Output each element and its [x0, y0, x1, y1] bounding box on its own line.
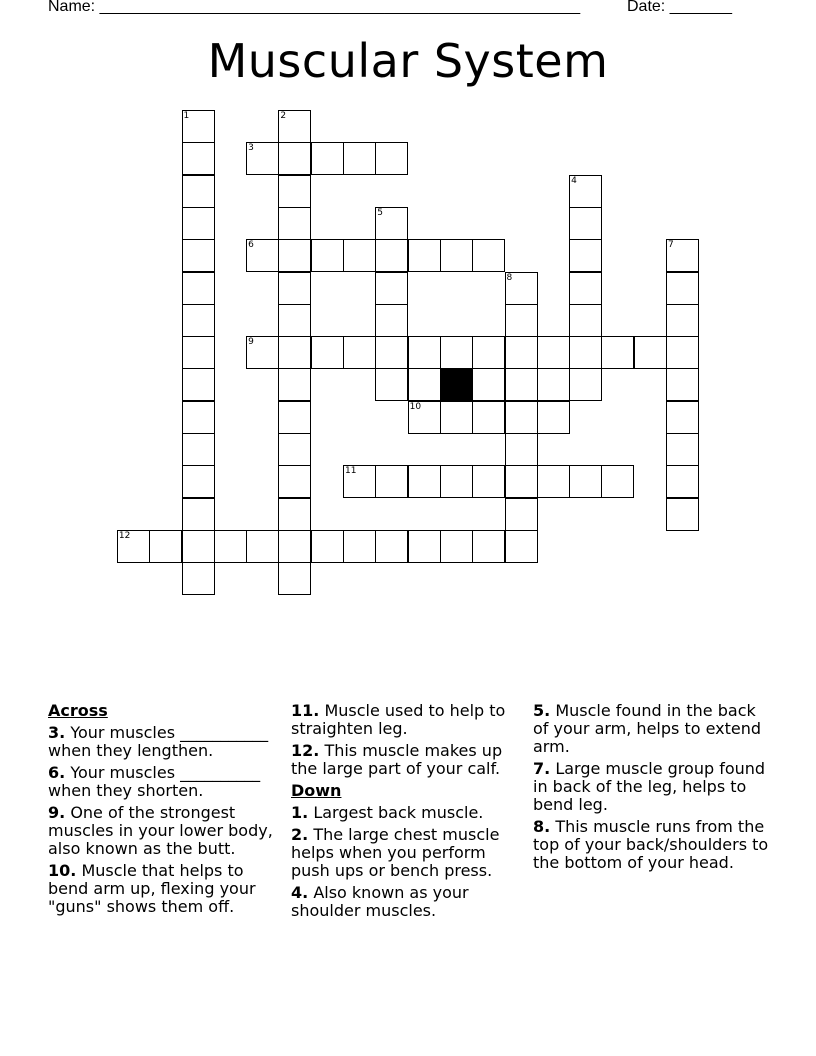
- crossword-cell[interactable]: [666, 368, 699, 401]
- crossword-cell[interactable]: [440, 401, 473, 434]
- crossword-cell[interactable]: [569, 336, 602, 369]
- crossword-cell[interactable]: [472, 368, 505, 401]
- crossword-cell[interactable]: [214, 530, 247, 563]
- clue-across-10: 10. Muscle that helps to bend arm up, flexing your "guns" shows them off.: [48, 861, 256, 916]
- clue-down-2: 2. The large chest muscle helps when you perform push ups or bench press.: [291, 825, 500, 880]
- crossword-cell[interactable]: [634, 336, 667, 369]
- crossword-cell[interactable]: [182, 433, 215, 466]
- crossword-cell[interactable]: [569, 239, 602, 272]
- date-field[interactable]: Date: _______: [627, 0, 732, 15]
- crossword-cell[interactable]: [343, 142, 376, 175]
- crossword-cell[interactable]: [182, 401, 215, 434]
- crossword-cell[interactable]: [182, 304, 215, 337]
- crossword-cell[interactable]: [278, 207, 311, 240]
- crossword-cell[interactable]: [278, 336, 311, 369]
- crossword-cell[interactable]: [311, 530, 344, 563]
- crossword-cell[interactable]: [408, 239, 441, 272]
- crossword-cell[interactable]: [375, 336, 408, 369]
- crossword-cell[interactable]: [343, 465, 376, 498]
- clue-across-3: 3. Your muscles ___________ when they lengthen.: [48, 723, 269, 760]
- crossword-cell[interactable]: [472, 530, 505, 563]
- crossword-cell[interactable]: [505, 401, 538, 434]
- crossword-cell[interactable]: [440, 336, 473, 369]
- clue-number: 1: [183, 111, 190, 121]
- crossword-cell[interactable]: [182, 368, 215, 401]
- crossword-cell[interactable]: [246, 530, 279, 563]
- crossword-cell[interactable]: [278, 304, 311, 337]
- crossword-cell[interactable]: [666, 336, 699, 369]
- name-field[interactable]: Name: ______________________________________________________: [48, 0, 581, 15]
- crossword-cell[interactable]: [505, 368, 538, 401]
- crossword-cell[interactable]: [343, 530, 376, 563]
- crossword-cell[interactable]: [117, 530, 150, 563]
- crossword-cell[interactable]: [278, 530, 311, 563]
- crossword-cell[interactable]: [569, 465, 602, 498]
- crossword-cell[interactable]: [182, 465, 215, 498]
- crossword-cell[interactable]: [569, 304, 602, 337]
- crossword-cell[interactable]: [666, 304, 699, 337]
- crossword-cell[interactable]: [311, 336, 344, 369]
- crossword-cell[interactable]: [343, 239, 376, 272]
- crossword-cell[interactable]: [472, 239, 505, 272]
- crossword-cell[interactable]: [375, 465, 408, 498]
- crossword-cell[interactable]: [278, 272, 311, 305]
- crossword-cell[interactable]: [440, 239, 473, 272]
- crossword-cell[interactable]: [601, 336, 634, 369]
- crossword-cell[interactable]: [278, 465, 311, 498]
- crossword-cell[interactable]: [537, 368, 570, 401]
- crossword-cell[interactable]: [375, 142, 408, 175]
- clue-column-2: [291, 702, 527, 924]
- crossword-cell[interactable]: [505, 433, 538, 466]
- clue-across-6: 6. Your muscles __________ when they shorten.: [48, 763, 261, 800]
- crossword-cell[interactable]: [505, 465, 538, 498]
- crossword-cell[interactable]: [472, 465, 505, 498]
- crossword-cell[interactable]: [343, 336, 376, 369]
- crossword-cell[interactable]: [569, 368, 602, 401]
- crossword-cell[interactable]: [311, 142, 344, 175]
- blocked-cell: [440, 368, 473, 401]
- clue-column-3: [533, 702, 769, 876]
- crossword-cell[interactable]: [278, 562, 311, 595]
- crossword-cell[interactable]: [666, 239, 699, 272]
- clue-down-5: 5. Muscle found in the back of your arm, helps to extend arm.: [533, 701, 762, 756]
- crossword-cell[interactable]: [666, 433, 699, 466]
- crossword-cell[interactable]: [278, 175, 311, 208]
- crossword-cell[interactable]: [375, 368, 408, 401]
- crossword-cell[interactable]: [182, 562, 215, 595]
- crossword-cell[interactable]: [375, 272, 408, 305]
- crossword-cell[interactable]: [505, 336, 538, 369]
- crossword-cell[interactable]: [182, 110, 215, 143]
- crossword-cell[interactable]: [182, 175, 215, 208]
- clue-number: 8: [506, 272, 513, 283]
- crossword-cell[interactable]: [569, 175, 602, 208]
- clue-across-11: 11. Muscle used to help to straighten leg.: [291, 701, 506, 738]
- crossword-cell[interactable]: [182, 530, 215, 563]
- crossword-cell[interactable]: [182, 207, 215, 240]
- crossword-cell[interactable]: [278, 368, 311, 401]
- clue-number: 12: [118, 530, 131, 541]
- crossword-cell[interactable]: [666, 272, 699, 305]
- clue-down-8: 8. This muscle runs from the top of your back/shoulders to the bottom of your head.: [533, 817, 769, 872]
- crossword-cell[interactable]: [311, 239, 344, 272]
- crossword-cell[interactable]: [440, 530, 473, 563]
- crossword-cell[interactable]: [278, 401, 311, 434]
- clue-column-1: [48, 702, 284, 920]
- crossword-cell[interactable]: [182, 239, 215, 272]
- crossword-cell[interactable]: [505, 498, 538, 531]
- crossword-cell[interactable]: [408, 336, 441, 369]
- crossword-cell[interactable]: [408, 530, 441, 563]
- crossword-cell[interactable]: [182, 142, 215, 175]
- crossword-cell[interactable]: [408, 401, 441, 434]
- crossword-cell[interactable]: [375, 304, 408, 337]
- page-title: Muscular System: [207, 34, 609, 88]
- crossword-cell[interactable]: [375, 530, 408, 563]
- clue-number: 4: [571, 175, 577, 186]
- crossword-cell[interactable]: [246, 239, 279, 272]
- crossword-cell[interactable]: [278, 498, 311, 531]
- crossword-cell[interactable]: [408, 465, 441, 498]
- clue-down-1: 1. Largest back muscle.: [291, 803, 484, 822]
- clue-number: 7: [668, 240, 674, 251]
- clue-number: 2: [280, 111, 287, 121]
- clue-number: 6: [248, 240, 254, 251]
- crossword-cell[interactable]: [246, 142, 279, 175]
- crossword-cell[interactable]: [375, 239, 408, 272]
- crossword-cell[interactable]: [505, 530, 538, 563]
- crossword-cell[interactable]: [440, 465, 473, 498]
- clue-number: 9: [248, 337, 254, 348]
- clue-number: 5: [377, 207, 384, 218]
- clue-number: 10: [409, 401, 422, 412]
- crossword-cell[interactable]: [278, 239, 311, 272]
- crossword-cell[interactable]: [569, 207, 602, 240]
- crossword-cell[interactable]: [278, 142, 311, 175]
- crossword-cell[interactable]: [149, 530, 182, 563]
- crossword-cell[interactable]: [666, 465, 699, 498]
- across-heading: Across: [48, 701, 108, 720]
- crossword-cell[interactable]: [505, 304, 538, 337]
- crossword-cell[interactable]: [505, 272, 538, 305]
- clue-number: 3: [248, 143, 254, 154]
- crossword-cell[interactable]: [375, 207, 408, 240]
- clue-across-9: 9. One of the strongest muscles in your lower body, also known as the butt.: [48, 803, 273, 858]
- clue-down-7: 7. Large muscle group found in back of the leg, helps to bend leg.: [533, 759, 766, 814]
- crossword-cell[interactable]: [666, 401, 699, 434]
- crossword-cell[interactable]: [182, 272, 215, 305]
- crossword-cell[interactable]: [666, 498, 699, 531]
- crossword-cell[interactable]: [601, 465, 634, 498]
- crossword-cell[interactable]: [537, 401, 570, 434]
- crossword-cell[interactable]: [472, 401, 505, 434]
- crossword-cell[interactable]: [537, 336, 570, 369]
- clue-across-12: 12. This muscle makes up the large part of your calf.: [291, 741, 503, 778]
- crossword-cell[interactable]: [246, 336, 279, 369]
- crossword-cell[interactable]: [472, 336, 505, 369]
- crossword-cell[interactable]: [537, 465, 570, 498]
- crossword-cell[interactable]: [278, 110, 311, 143]
- clue-down-4: 4. Also known as your shoulder muscles.: [291, 883, 469, 920]
- clue-number: 11: [345, 466, 357, 477]
- crossword-cell[interactable]: [408, 368, 441, 401]
- crossword-cell[interactable]: [278, 433, 311, 466]
- crossword-cell[interactable]: [182, 498, 215, 531]
- crossword-cell[interactable]: [569, 272, 602, 305]
- crossword-cell[interactable]: [182, 336, 215, 369]
- down-heading: Down: [291, 781, 342, 800]
